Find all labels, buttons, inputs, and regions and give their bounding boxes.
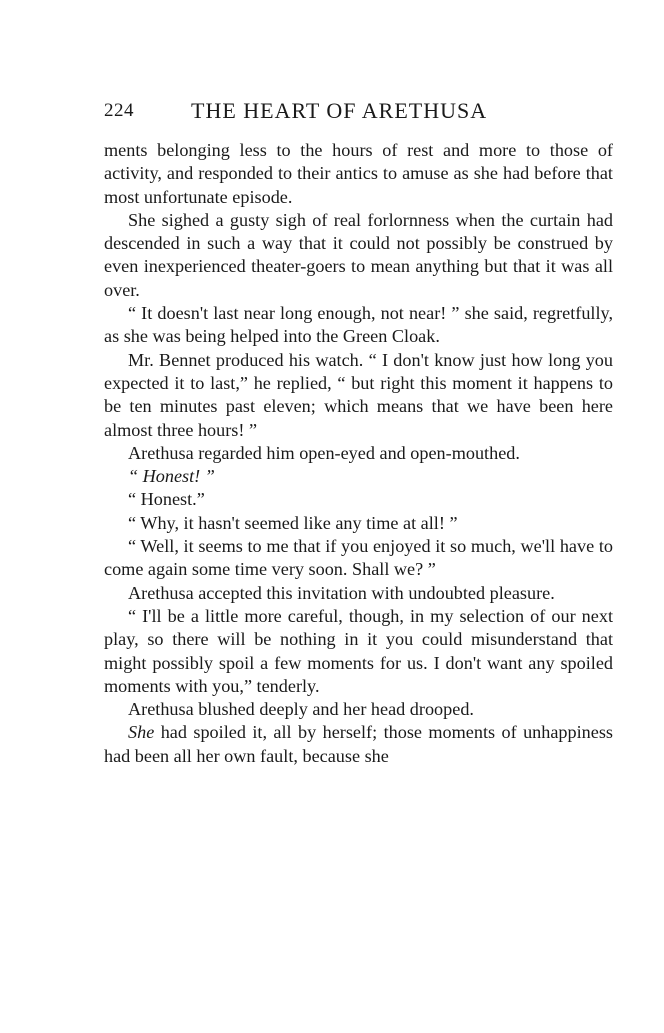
paragraph: “ Well, it seems to me that if you enjoyed it so much, we'll have to come again some time very soon. Shall we? ” (104, 536, 613, 580)
paragraph-last-text: had spoiled it, all by herself; those moments of unhappiness had been all her own fault, because she (104, 722, 613, 766)
paragraph-italic: “ Honest! ” (128, 466, 215, 487)
page-number: 224 (104, 100, 134, 121)
running-title: THE HEART OF ARETHUSA (191, 98, 488, 123)
paragraph: She sighed a gusty sigh of real forlornness when the curtain had descended in such a way that it could not possibly be construed by even inexperienced theater-goers to mean anything but that it was all over. (104, 209, 613, 300)
paragraph: Mr. Bennet produced his watch. “ I don't know just how long you expected it to last,” he replied, “ but right this moment it happens to be ten minutes past eleven; which means that we have been here almost three hours! ” (104, 349, 613, 440)
paragraph: Arethusa accepted this invitation with undoubted pleasure. (128, 582, 555, 603)
paragraph: “ Honest.” (128, 489, 205, 510)
book-page (104, 96, 613, 768)
paragraph: “ Why, it hasn't seemed like any time at all! ” (128, 512, 458, 533)
paragraph: Arethusa regarded him open-eyed and open-mouthed. (128, 442, 520, 463)
page-header (104, 96, 613, 126)
paragraph: “ I'll be a little more careful, though, in my selection of our next play, so there will be nothing in it you could misunderstand that might possibly spoil a few moments for us. I don't want any spoiled moments with you,” tenderly. (104, 605, 613, 696)
paragraph: Arethusa blushed deeply and her head drooped. (128, 699, 474, 720)
paragraph-continued: ments belonging less to the hours of rest and more to those of activity, and responded to their antics to amuse as she had before that most unfortunate episode. (104, 140, 613, 207)
body-text (104, 139, 613, 768)
paragraph: “ It doesn't last near long enough, not near! ” she said, regretfully, as she was being helped into the Green Cloak. (104, 303, 613, 347)
emphasis-she: She (128, 722, 155, 743)
paragraph-last (104, 721, 613, 768)
